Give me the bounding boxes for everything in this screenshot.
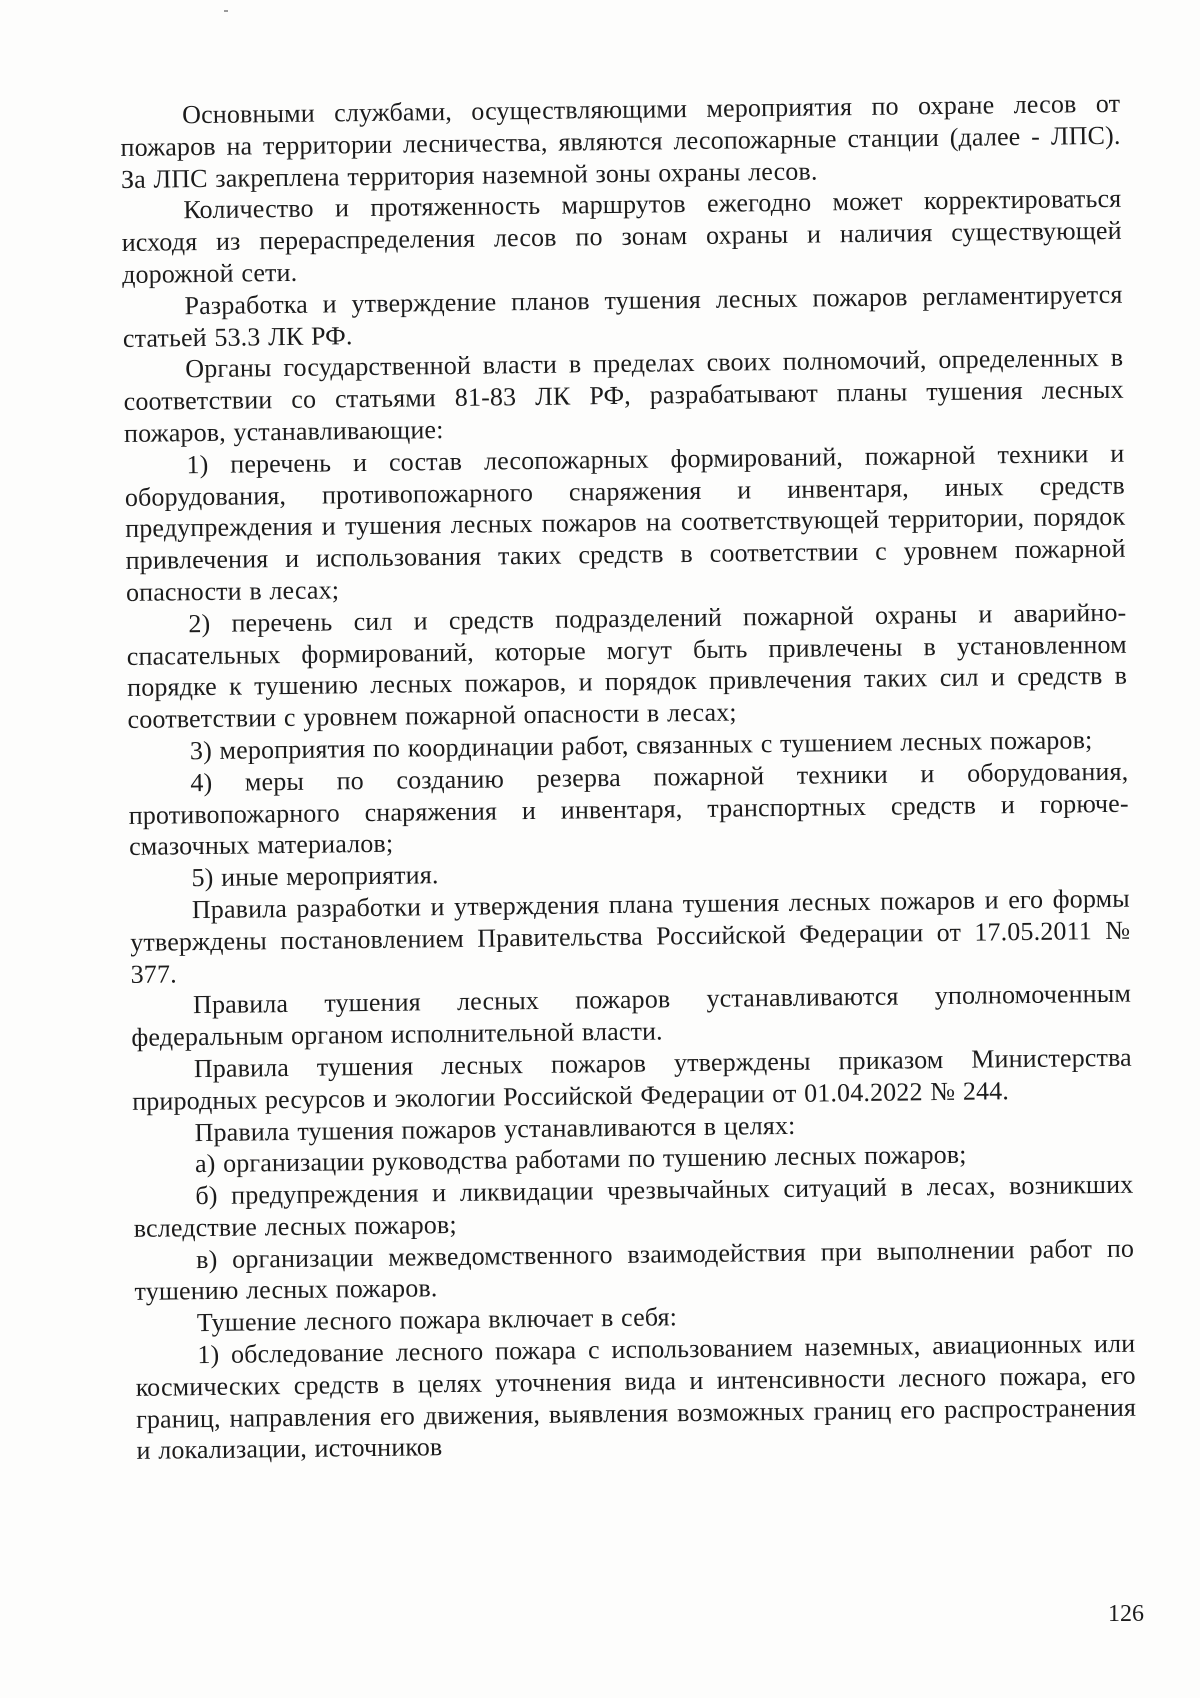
paragraph: Правила тушения лесных пожаров утверждены приказом Министерства природных ресурсов и экологии Российской Федерации от 01.04.2022 № 244. <box>132 1042 1132 1116</box>
list-item: 5) иные мероприятия. <box>191 860 439 893</box>
paragraph: Количество и протяженность маршрутов ежегодно может корректироваться исходя из перераспределения лесов по зонам охраны и наличия существующей дорожной сети. <box>121 184 1122 289</box>
paragraph: Правила тушения пожаров устанавливаются в целях: <box>194 1110 796 1147</box>
paragraph: Разработка и утверждение планов тушения лесных пожаров регламентируется статьей 53.3 ЛК РФ. <box>122 279 1123 353</box>
list-item: а) организации руководства работами по тушению лесных пожаров; <box>194 1140 967 1179</box>
paragraph: Тушение лесного пожара включает в себя: <box>196 1302 678 1338</box>
document-body <box>120 88 1137 1467</box>
paragraph: Основными службами, осуществляющими мероприятия по охране лесов от пожаров на территории лесничества, являются лесопожарные станции (далее - ЛПС). За ЛПС закреплена территория наземной зоны охраны лесов. <box>120 88 1121 194</box>
list-item: 1) перечень и состав лесопожарных формирований, пожарной техники и оборудования, противопожарного снаряжения и инвентаря, иных средств предупреждения и тушения лесных пожаров на соответствующей территории, порядок привлечения и использования таких средств в соответствии с уровнем пожарной опасности в лесах; <box>124 438 1126 607</box>
list-item: 1) обследование лесного пожара с использованием наземных, авиационных или космических средств в целях уточнения вида и интенсивности лесного пожара, его границ, направления его движения, выявления возможных границ его распространения и локализации, источников <box>135 1328 1137 1466</box>
paragraph: Правила тушения лесных пожаров устанавливаются уполномоченным федеральным органом исполнительной власти. <box>131 979 1132 1053</box>
list-item: б) предупреждения и ликвидации чрезвычайных ситуаций в лесах, возникших вследствие лесных пожаров; <box>133 1169 1134 1243</box>
scan-speck <box>224 10 228 12</box>
paragraph: Правила разработки и утверждения плана тушения лесных пожаров и его формы утверждены постановлением Правительства Российской Федерации от 17.05.2011 № 377. <box>130 883 1131 989</box>
list-item: в) организации межведомственного взаимодействия при выполнении работ по тушению лесных пожаров. <box>134 1233 1135 1307</box>
page-number: 126 <box>1108 1601 1144 1627</box>
list-item: 4) меры по созданию резерва пожарной техники и оборудования, противопожарного снаряжения и инвентаря, транспортных средств и горюче-смазочных материалов; <box>128 756 1129 862</box>
paragraph: Органы государственной власти в пределах своих полномочий, определенных в соответствии со статьями 81-83 ЛК РФ, разрабатывают планы тушения лесных пожаров, устанавливающие: <box>123 343 1124 448</box>
list-item: 3) мероприятия по координации работ, связанных с тушением лесных пожаров; <box>189 725 1093 766</box>
list-item: 2) перечень сил и средств подразделений пожарной охраны и аварийно-спасательных формирований, которые могут быть привлечены в установленном порядке к тушению лесных пожаров, и порядок привлечения таких сил и средств в соответствии с уровнем пожарной опасности в лесах; <box>126 597 1128 735</box>
